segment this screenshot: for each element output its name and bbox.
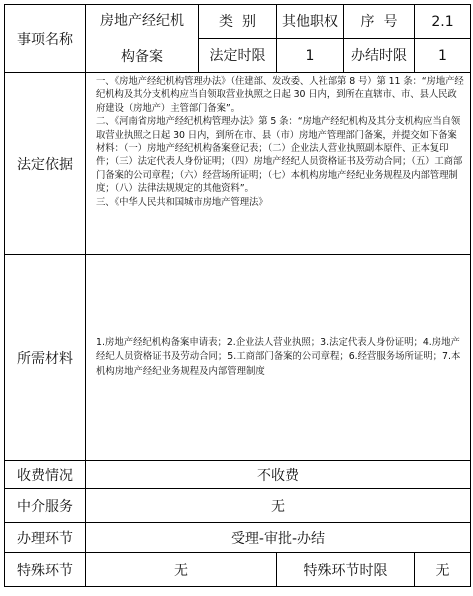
- item-name-line1: 房地产经纪机: [100, 12, 184, 29]
- legal-deadline-label: 法定时限: [199, 39, 277, 73]
- special-time-value: 无: [415, 553, 471, 587]
- seq-label: 序 号: [344, 5, 415, 39]
- seq-value: 2.1: [415, 5, 471, 39]
- item-name-label: 事项名称: [5, 5, 86, 73]
- legal-basis-label: 法定依据: [5, 73, 86, 255]
- process-value: 受理-审批-办结: [86, 523, 471, 553]
- special-value: 无: [86, 553, 277, 587]
- agency-service-label: 中介服务: [5, 489, 86, 523]
- category-value: 其他职权: [277, 5, 344, 39]
- process-label: 办理环节: [5, 523, 86, 553]
- materials-label: 所需材料: [5, 255, 86, 461]
- legal-basis-paragraph: 一、《房地产经纪机构管理办法》（住建部、发改委、人社部第 8 号）第 11 条：“房地产经纪机构及其分支机构应当自领取营业执照之日起 30 日内，到所在直辖市、市、县人民政府建设（房地产）主管部门备案”。: [96, 76, 464, 114]
- special-time-label: 特殊环节时限: [277, 553, 415, 587]
- processing-deadline-label: 办结时限: [344, 39, 415, 73]
- legal-basis-text: [86, 73, 471, 255]
- processing-deadline-value: 1: [415, 39, 471, 73]
- category-label: 类 别: [199, 5, 277, 39]
- fee-label: 收费情况: [5, 461, 86, 489]
- legal-basis-paragraph: 三、《中华人民共和国城市房地产管理法》: [96, 196, 268, 208]
- item-name-line2: 构备案: [121, 48, 163, 65]
- item-form-table: [4, 4, 471, 587]
- agency-service-value: 无: [86, 489, 471, 523]
- legal-deadline-value: 1: [277, 39, 344, 73]
- fee-value: 不收费: [86, 461, 471, 489]
- materials-text: 1.房地产经纪机构备案申请表；2.企业法人营业执照；3.法定代表人身份证明；4.房地产经纪人员资格证书及劳动合同；5.工商部门备案的公司章程；6.经营服务场所证明；7.本机构房地产经纪业务规程及内部管理制度: [86, 255, 471, 461]
- item-name-value: [86, 5, 199, 73]
- special-label: 特殊环节: [5, 553, 86, 587]
- legal-basis-paragraph: 二、《河南省房地产经纪机构管理办法》第 5 条：“房地产经纪机构及其分支机构应当自领取营业执照之日起 30 日内，到所在市、县（市）房地产管理部门备案，并提交如下备案材料：（一）房地产经纪机构备案登记表；（二）企业法人营业执照副本原件、正本复印件；（三）法定代表人身份证明；（四）房地产经纪人员资格证书及劳动合同；（五）工商部门备案的公司章程；（六）经营场所证明；（七）本机构房地产经纪业务规程及内部管理制度；（八）法律法规规定的其他资料”。: [96, 116, 463, 195]
